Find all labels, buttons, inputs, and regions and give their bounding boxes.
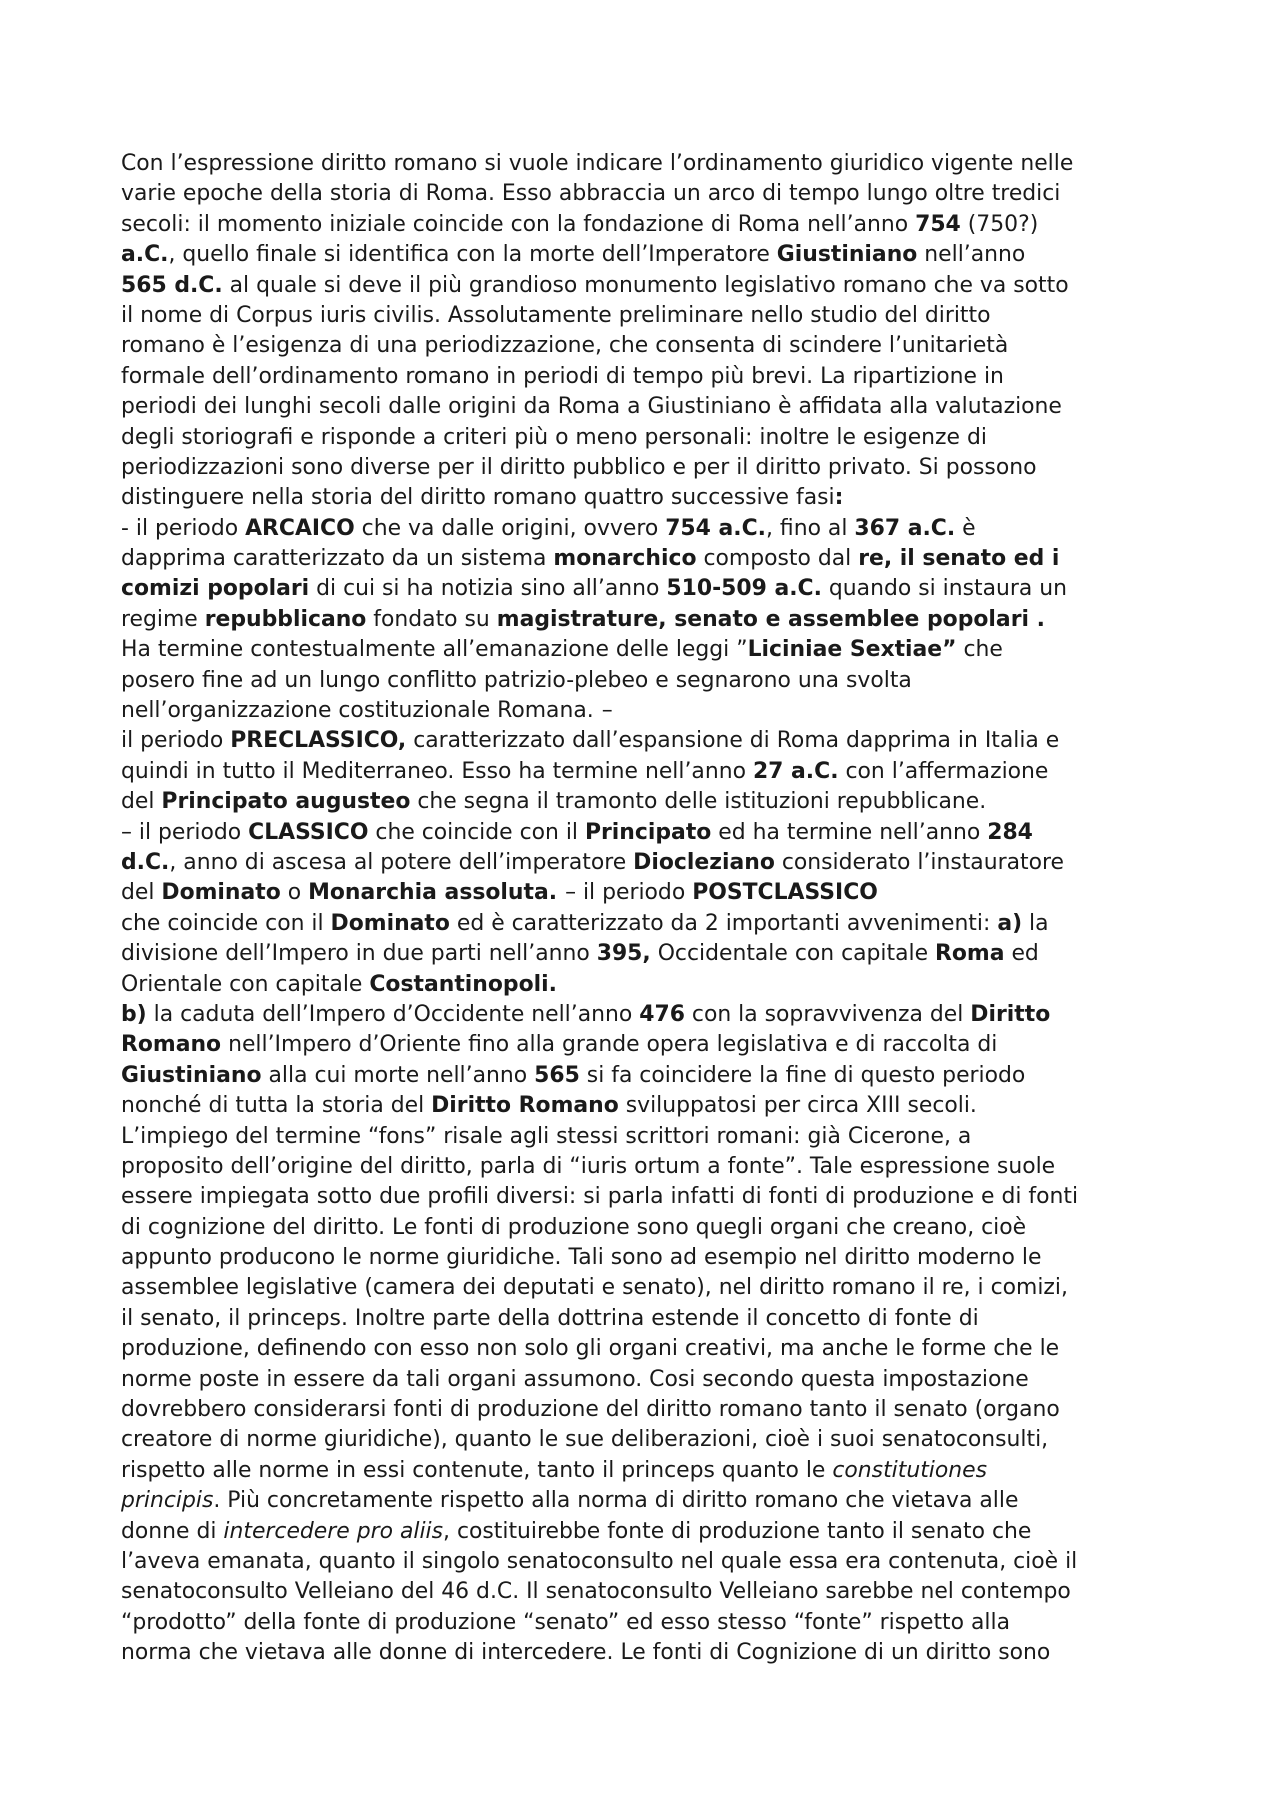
text-run: – il periodo [565,880,693,906]
text-run: assemblee legislative (camera dei deputati e senato), nel diritto romano il re, i comizi, [121,1275,1068,1301]
bold-text: POSTCLASSICO [692,880,878,906]
bold-text: d.C. [121,849,170,875]
text-run: formale dell’ordinamento romano in periodi di tempo più brevi. La ripartizione in [121,363,1004,389]
text-line [121,1243,1160,1273]
text-line [121,939,1160,969]
text-run: romano è l’esigenza di una periodizzazione, che consenta di scindere l’unitarietà [121,333,1009,359]
text-line [121,787,1160,817]
bold-text: 395, [596,941,651,967]
text-run: , costituirebbe fonte di produzione tanto il senato che [443,1518,1032,1544]
text-run: nonché di tutta la storia del [121,1093,432,1119]
text-line [121,1273,1160,1303]
bold-text: Dominato [161,880,281,906]
bold-text: a) [997,910,1023,936]
text-line [121,1304,1160,1334]
text-run: dapprima caratterizzato da un sistema [121,546,554,572]
bold-text: Roma [935,941,1005,967]
bold-text: 367 a.C. [854,515,956,541]
text-run: proposito dell’origine del diritto, parla di “iuris ortum a fonte”. Tale espressione suole [121,1153,1056,1179]
text-run: che [956,637,1003,663]
text-line [121,210,1160,240]
text-run: appunto producono le norme giuridiche. Tali sono ad esempio nel diritto moderno le [121,1245,1042,1271]
text-run: creatore di norme giuridiche), quanto le sue deliberazioni, cioè i suoi senatoconsulti, [121,1427,1049,1453]
text-line [121,179,1160,209]
text-line [121,1608,1160,1638]
bold-text: Principato [584,819,712,845]
text-run: “prodotto” della fonte di produzione “senato” ed esso stesso “fonte” rispetto alla [121,1609,1010,1635]
text-run: si fa coincidere la fine di questo periodo [579,1062,1026,1088]
text-run: donne di [121,1518,224,1544]
text-line [121,1091,1160,1121]
text-run: divisione dell’Impero in due parti nell’anno [121,941,597,967]
text-run: il periodo [121,728,231,754]
text-run: di cognizione del diritto. Le fonti di produzione sono quegli organi che creano, cioè [121,1214,1027,1240]
text-run: o [280,880,309,906]
text-run: che va dalle origini, ovvero [354,515,666,541]
italic-text: constitutiones [832,1457,987,1483]
text-run: – il periodo [121,819,249,845]
text-run: dovrebbero considerarsi fonti di produzione del diritto romano tanto il senato (organo [121,1397,1060,1423]
text-run: che segna il tramonto delle istituzioni repubblicane. [410,789,987,815]
text-run: nell’anno [917,242,1026,268]
bold-text: re, il senato ed i [858,546,1060,572]
text-run: L’impiego del termine “fons” risale agli stessi scrittori romani: già Cicerone, a [121,1123,972,1149]
bold-text: a.C. [121,242,169,268]
text-run: il nome di Corpus iuris civilis. Assolutamente preliminare nello studio del diritto [121,302,991,328]
text-line [121,423,1160,453]
text-run: . Più concretamente rispetto alla norma di diritto romano che vietava alle [213,1488,1019,1514]
text-line [121,1000,1160,1030]
text-run: periodi dei lunghi secoli dalle origini da Roma a Giustiniano è affidata alla valutazione [121,394,1062,420]
text-line [121,1456,1160,1486]
bold-text: : [834,485,844,511]
text-run: distinguere nella storia del diritto romano quattro successive fasi [121,485,835,511]
text-line [121,1486,1160,1516]
text-line [121,696,1160,726]
text-run: considerato l’instauratore [774,849,1064,875]
text-line [121,878,1160,908]
text-run: la caduta dell’Impero d’Occidente nell’anno [146,1001,640,1027]
bold-text: comizi popolari [121,576,310,602]
text-run: è [955,515,976,541]
text-run: produzione, definendo con esso non solo gli organi creativi, ma anche le forme che le [121,1336,1060,1362]
italic-text: intercedere pro aliis [223,1518,444,1544]
text-run: norma che vietava alle donne di intercedere. Le fonti di Cognizione di un diritto sono [121,1640,1051,1666]
text-run: , anno di ascesa al potere dell’imperatore [169,849,634,875]
text-run: con l’affermazione [838,758,1049,784]
bold-text: 476 [639,1001,685,1027]
text-run: ed è caratterizzato da 2 importanti avvenimenti: [449,910,998,936]
text-line [121,726,1160,756]
text-run: Con l’espressione diritto romano si vuole indicare l’ordinamento giuridico vigente nelle [121,151,1074,176]
text-run: quando si instaura un [821,576,1068,602]
text-line [121,757,1160,787]
text-run: senatoconsulto Velleiano del 46 d.C. Il senatoconsulto Velleiano sarebbe nel contempo [121,1579,1071,1605]
text-run: sviluppatosi per circa XIII secoli. [618,1093,977,1119]
text-run: che coincide con il [121,910,331,936]
text-line [121,1030,1160,1060]
bold-text: Diritto [970,1001,1051,1027]
text-run: con la sopravvivenza del [684,1001,971,1027]
bold-text: b) [121,1001,147,1027]
text-line [121,362,1160,392]
text-run: Ha termine contestualmente all’emanazione delle leggi ” [121,637,748,663]
text-run: periodizzazioni sono diverse per il diritto pubblico e per il diritto privato. Si possono [121,454,1037,480]
text-line [121,574,1160,604]
bold-text: Romano [121,1032,222,1058]
italic-text: principis [121,1488,214,1514]
text-run: – [601,698,613,724]
text-line [121,1061,1160,1091]
text-line [121,1517,1160,1547]
bold-text: Giustiniano [121,1062,262,1088]
text-line [121,271,1160,301]
bold-text: Dominato [330,910,450,936]
text-run: nell’organizzazione costituzionale Romana. [121,698,594,724]
text-line [121,1425,1160,1455]
bold-text: monarchico [553,546,697,572]
text-run: varie epoche della storia di Roma. Esso abbraccia un arco di tempo lungo oltre tredici [121,181,1061,207]
text-line [121,848,1160,878]
bold-text: Diocleziano [633,849,775,875]
text-line [121,1334,1160,1364]
text-run: , fino al [766,515,855,541]
bold-text: 754 [915,211,961,237]
text-line [121,605,1160,635]
text-run: posero fine ad un lungo conflitto patrizio-plebeo e segnarono una svolta [121,667,912,693]
text-run: di cui si ha notizia sino all’anno [309,576,667,602]
bold-text: Diritto Romano [431,1093,619,1119]
text-run: degli storiografi e risponde a criteri più o meno personali: inoltre le esigenze di [121,424,987,450]
text-line [121,970,1160,1000]
text-line [121,483,1160,513]
bold-text: ARCAICO [245,515,355,541]
text-line [121,331,1160,361]
bold-text: Liciniae Sextiae” [747,637,957,663]
bold-text: 27 a.C. [752,758,839,784]
text-run: , quello finale si identifica con la morte dell’Imperatore [168,242,777,268]
text-line [121,1577,1160,1607]
text-run: alla cui morte nell’anno [261,1062,535,1088]
text-line [121,1365,1160,1395]
bold-text: 565 d.C. [121,272,223,298]
text-run: essere impiegata sotto due profili diversi: si parla infatti di fonti di produzione e di fonti [121,1184,1079,1210]
text-line [121,514,1160,544]
bold-text: magistrature, senato e assemblee popolari . [496,606,1045,632]
text-line [121,909,1160,939]
text-line [121,149,1160,179]
text-line [121,301,1160,331]
bold-text: Principato augusteo [161,789,411,815]
text-run: rispetto alle norme in essi contenute, tanto il princeps quanto le [121,1457,833,1483]
text-run: del [121,789,162,815]
bold-text: 754 a.C. [665,515,766,541]
text-run: nell’Impero d’Oriente fino alla grande opera legislativa e di raccolta di [221,1032,998,1058]
text-line [121,240,1160,270]
text-run: caratterizzato dall’espansione di Roma dapprima in Italia e [406,728,1060,754]
text-line [121,1213,1160,1243]
text-line [121,818,1160,848]
text-line [121,1182,1160,1212]
bold-text: 510-509 a.C. [666,576,822,602]
document-body [121,149,1160,1669]
text-run: composto dal [696,546,859,572]
bold-text: 284 [987,819,1033,845]
text-line [121,635,1160,665]
bold-text: PRECLASSICO, [230,728,407,754]
bold-text: CLASSICO [248,819,369,845]
text-run: (750?) [960,211,1039,237]
text-run: ed [1004,941,1039,967]
bold-text: repubblicano [204,606,367,632]
text-run: il senato, il princeps. Inoltre parte della dottrina estende il concetto di fonte di [121,1305,979,1331]
bold-text: Costantinopoli. [369,971,557,997]
text-line [121,666,1160,696]
bold-text: Monarchia assoluta. [308,880,558,906]
text-run: al quale si deve il più grandioso monumento legislativo romano che va sotto [222,272,1069,298]
text-run: che coincide con il [368,819,585,845]
text-line [121,392,1160,422]
text-line [121,1152,1160,1182]
text-run: ed ha termine nell’anno [711,819,988,845]
text-run: secoli: il momento iniziale coincide con la fondazione di Roma nell’anno [121,211,916,237]
text-line [121,1638,1160,1668]
text-line [121,1395,1160,1425]
text-run: norme poste in essere da tali organi assumono. Cosi secondo questa impostazione [121,1366,1029,1392]
text-run: l’aveva emanata, quanto il singolo senatoconsulto nel quale essa era contenuta, cioè il [121,1548,1078,1574]
text-run: fondato su [366,606,497,632]
text-run: quindi in tutto il Mediterraneo. Esso ha termine nell’anno [121,758,753,784]
text-run: Occidentale con capitale [650,941,936,967]
text-run: la [1022,910,1049,936]
text-line [121,453,1160,483]
text-run: del [121,880,162,906]
text-line [121,544,1160,574]
text-line [121,1547,1160,1577]
text-run: regime [121,606,205,632]
text-run: - il periodo [121,515,246,541]
bold-text: Giustiniano [776,242,918,268]
text-line [121,1122,1160,1152]
text-run: Orientale con capitale [121,971,370,997]
bold-text: 565 [534,1062,580,1088]
